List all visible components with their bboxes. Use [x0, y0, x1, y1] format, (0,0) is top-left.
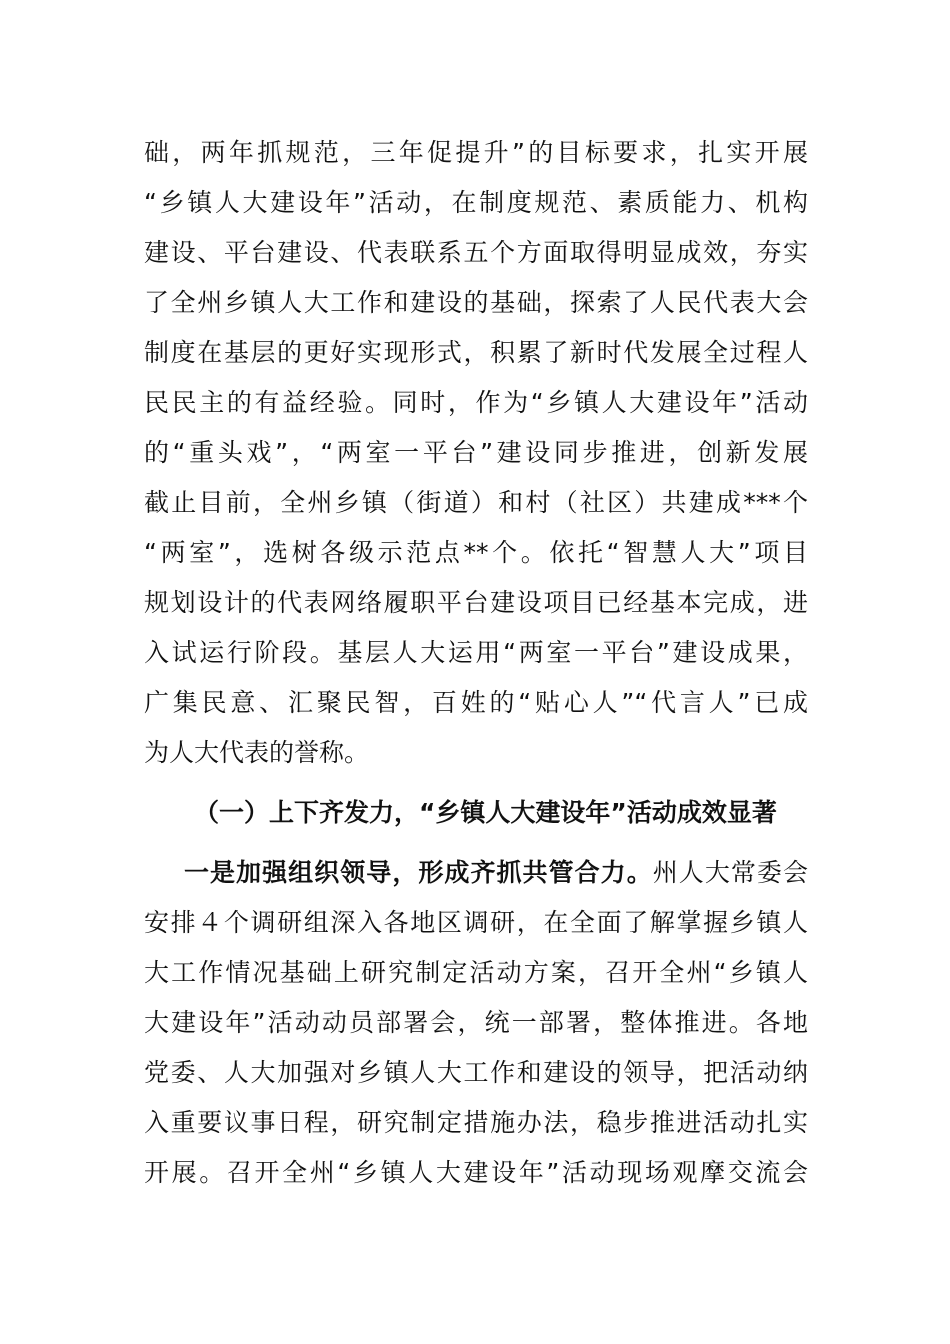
- paragraph-achievements: [144, 128, 808, 778]
- text-line: 广集民意、汇聚民智，百姓的“贴心人”“代言人”已成: [144, 688, 808, 717]
- text-line: 的“重头戏”，“两室一平台”建设同步推进，创新发展: [144, 438, 808, 467]
- text-line: 大工作情况基础上研究制定活动方案，召开全州“乡镇人: [144, 958, 808, 987]
- lead-sentence: 一是加强组织领导，形成齐抓共管合力。: [184, 858, 653, 887]
- lead-rest: 州人大常委会: [652, 858, 808, 887]
- text-line: 入试运行阶段。基层人大运用“两室一平台”建设成果，: [144, 638, 808, 667]
- text-line: 础，两年抓规范，三年促提升”的目标要求，扎实开展: [144, 138, 808, 167]
- text-line: “乡镇人大建设年”活动，在制度规范、素质能力、机构: [144, 188, 808, 217]
- document-body: [144, 128, 808, 1198]
- text-line: 制度在基层的更好实现形式，积累了新时代发展全过程人: [144, 338, 808, 367]
- text-line: 规划设计的代表网络履职平台建设项目已经基本完成，进: [144, 588, 808, 617]
- text-line: 民民主的有益经验。同时，作为“乡镇人大建设年”活动: [144, 388, 808, 417]
- section-heading: （一）上下齐发力，“乡镇人大建设年”活动成效显著: [194, 798, 777, 827]
- text-line: 大建设年”活动动员部署会，统一部署，整体推进。各地: [144, 1008, 808, 1037]
- text-line: 建设、平台建设、代表联系五个方面取得明显成效，夯实: [144, 238, 808, 267]
- text-line: 开展。召开全州“乡镇人大建设年”活动现场观摩交流会: [144, 1158, 808, 1187]
- text-line: 截止目前，全州乡镇（街道）和村（社区）共建成***个: [144, 488, 808, 517]
- text-line: “两室”，选树各级示范点**个。依托“智慧人大”项目: [144, 538, 808, 567]
- text-line: 入重要议事日程，研究制定措施办法，稳步推进活动扎实: [144, 1108, 808, 1137]
- text-line: 党委、人大加强对乡镇人大工作和建设的领导，把活动纳: [144, 1058, 808, 1087]
- text-line: 了全州乡镇人大工作和建设的基础，探索了人民代表大会: [144, 288, 808, 317]
- text-line-first: [144, 848, 808, 898]
- paragraph-organization: [144, 848, 808, 1198]
- text-line: 为人大代表的誉称。: [144, 738, 370, 767]
- text-line: 安排４个调研组深入各地区调研，在全面了解掌握乡镇人: [144, 908, 808, 937]
